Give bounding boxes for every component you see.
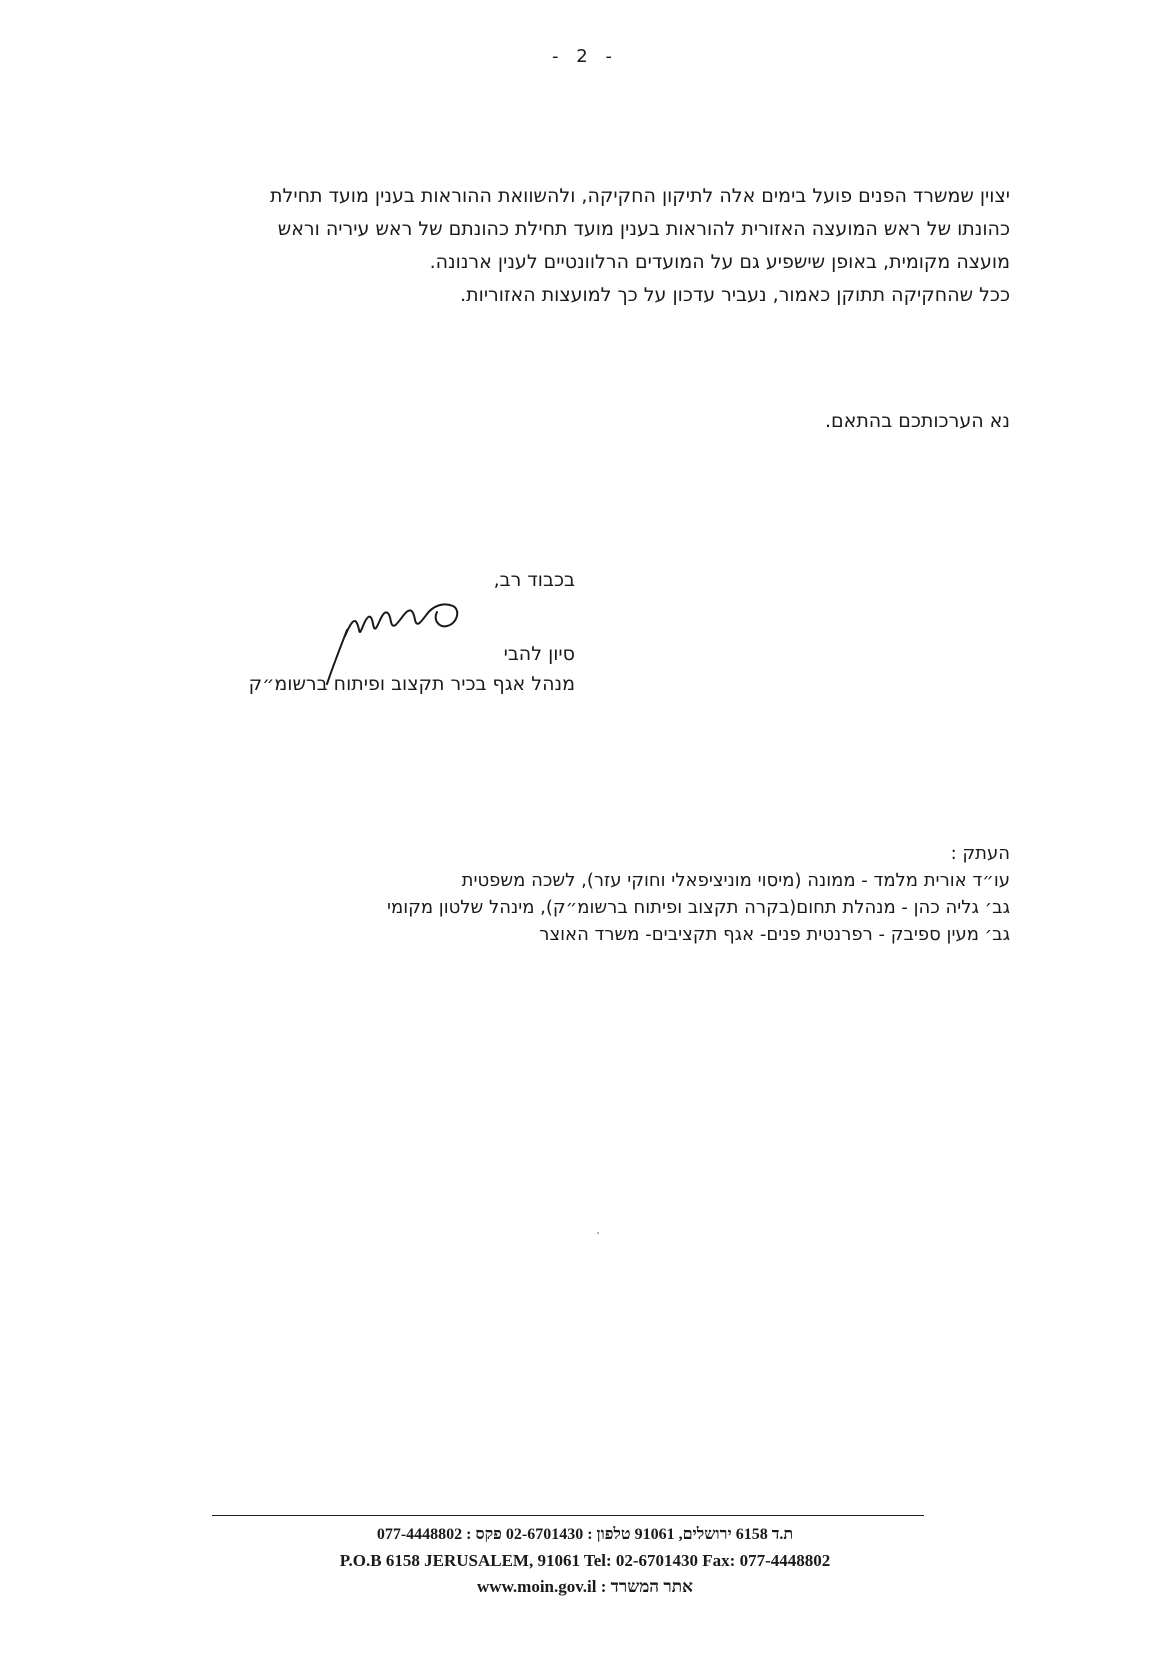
copies-section	[387, 840, 1010, 948]
footer-english-address: P.O.B 6158 JERUSALEM, 91061 Tel: 02-6701430 Fax: 077-4448802	[339, 1551, 831, 1570]
signer-name: סיון להבי	[503, 643, 575, 665]
body-paragraph	[110, 180, 1010, 312]
copies-header: העתק :	[950, 843, 1010, 864]
scan-speck	[597, 1232, 599, 1234]
body-line: כהונתו של ראש המועצה האזורית להוראות בענין מועד תחילת כהונתם של ראש עיריה וראש	[277, 218, 1010, 240]
handwritten-signature	[325, 596, 475, 686]
copy-recipient: גב׳ מעין ספיבק - רפרנטית פנים- אגף תקציבים- משרד האוצר	[539, 924, 1010, 945]
footer-hebrew-address: ת.ד 6158 ירושלים, 91061 טלפון : 02-6701430 פקס : 077-4448802	[376, 1526, 794, 1543]
signer-title: מנהל אגף בכיר תקצוב ופיתוח ברשומ״ק	[248, 673, 575, 695]
copy-recipient: גב׳ גליה כהן - מנהלת תחום(בקרה תקצוב ופיתוח ברשומ״ק), מינהל שלטון מקומי	[386, 897, 1010, 918]
footer	[0, 1522, 1170, 1600]
greeting: בכבוד רב,	[493, 569, 575, 591]
copy-recipient: עו״ד אורית מלמד - ממונה (מיסוי מוניציפאלי וחוקי עזר), לשכה משפטית	[461, 870, 1010, 891]
footer-website: www.moin.gov.il : אתר המשרד	[477, 1577, 693, 1596]
body-line: ככל שהחקיקה תתוקן כאמור, נעביר עדכון על כך למועצות האזוריות.	[460, 284, 1010, 306]
body-line: יצוין שמשרד הפנים פועל בימים אלה לתיקון החקיקה, ולהשוואת ההוראות בענין מועד תחילת	[270, 185, 1010, 207]
page-number: - 2 -	[552, 46, 618, 67]
closing-line: נא הערכותכם בהתאם.	[824, 410, 1010, 432]
footer-divider	[212, 1515, 924, 1516]
body-line: מועצה מקומית, באופן שישפיע גם על המועדים הרלוונטיים לענין ארנונה.	[429, 251, 1010, 273]
